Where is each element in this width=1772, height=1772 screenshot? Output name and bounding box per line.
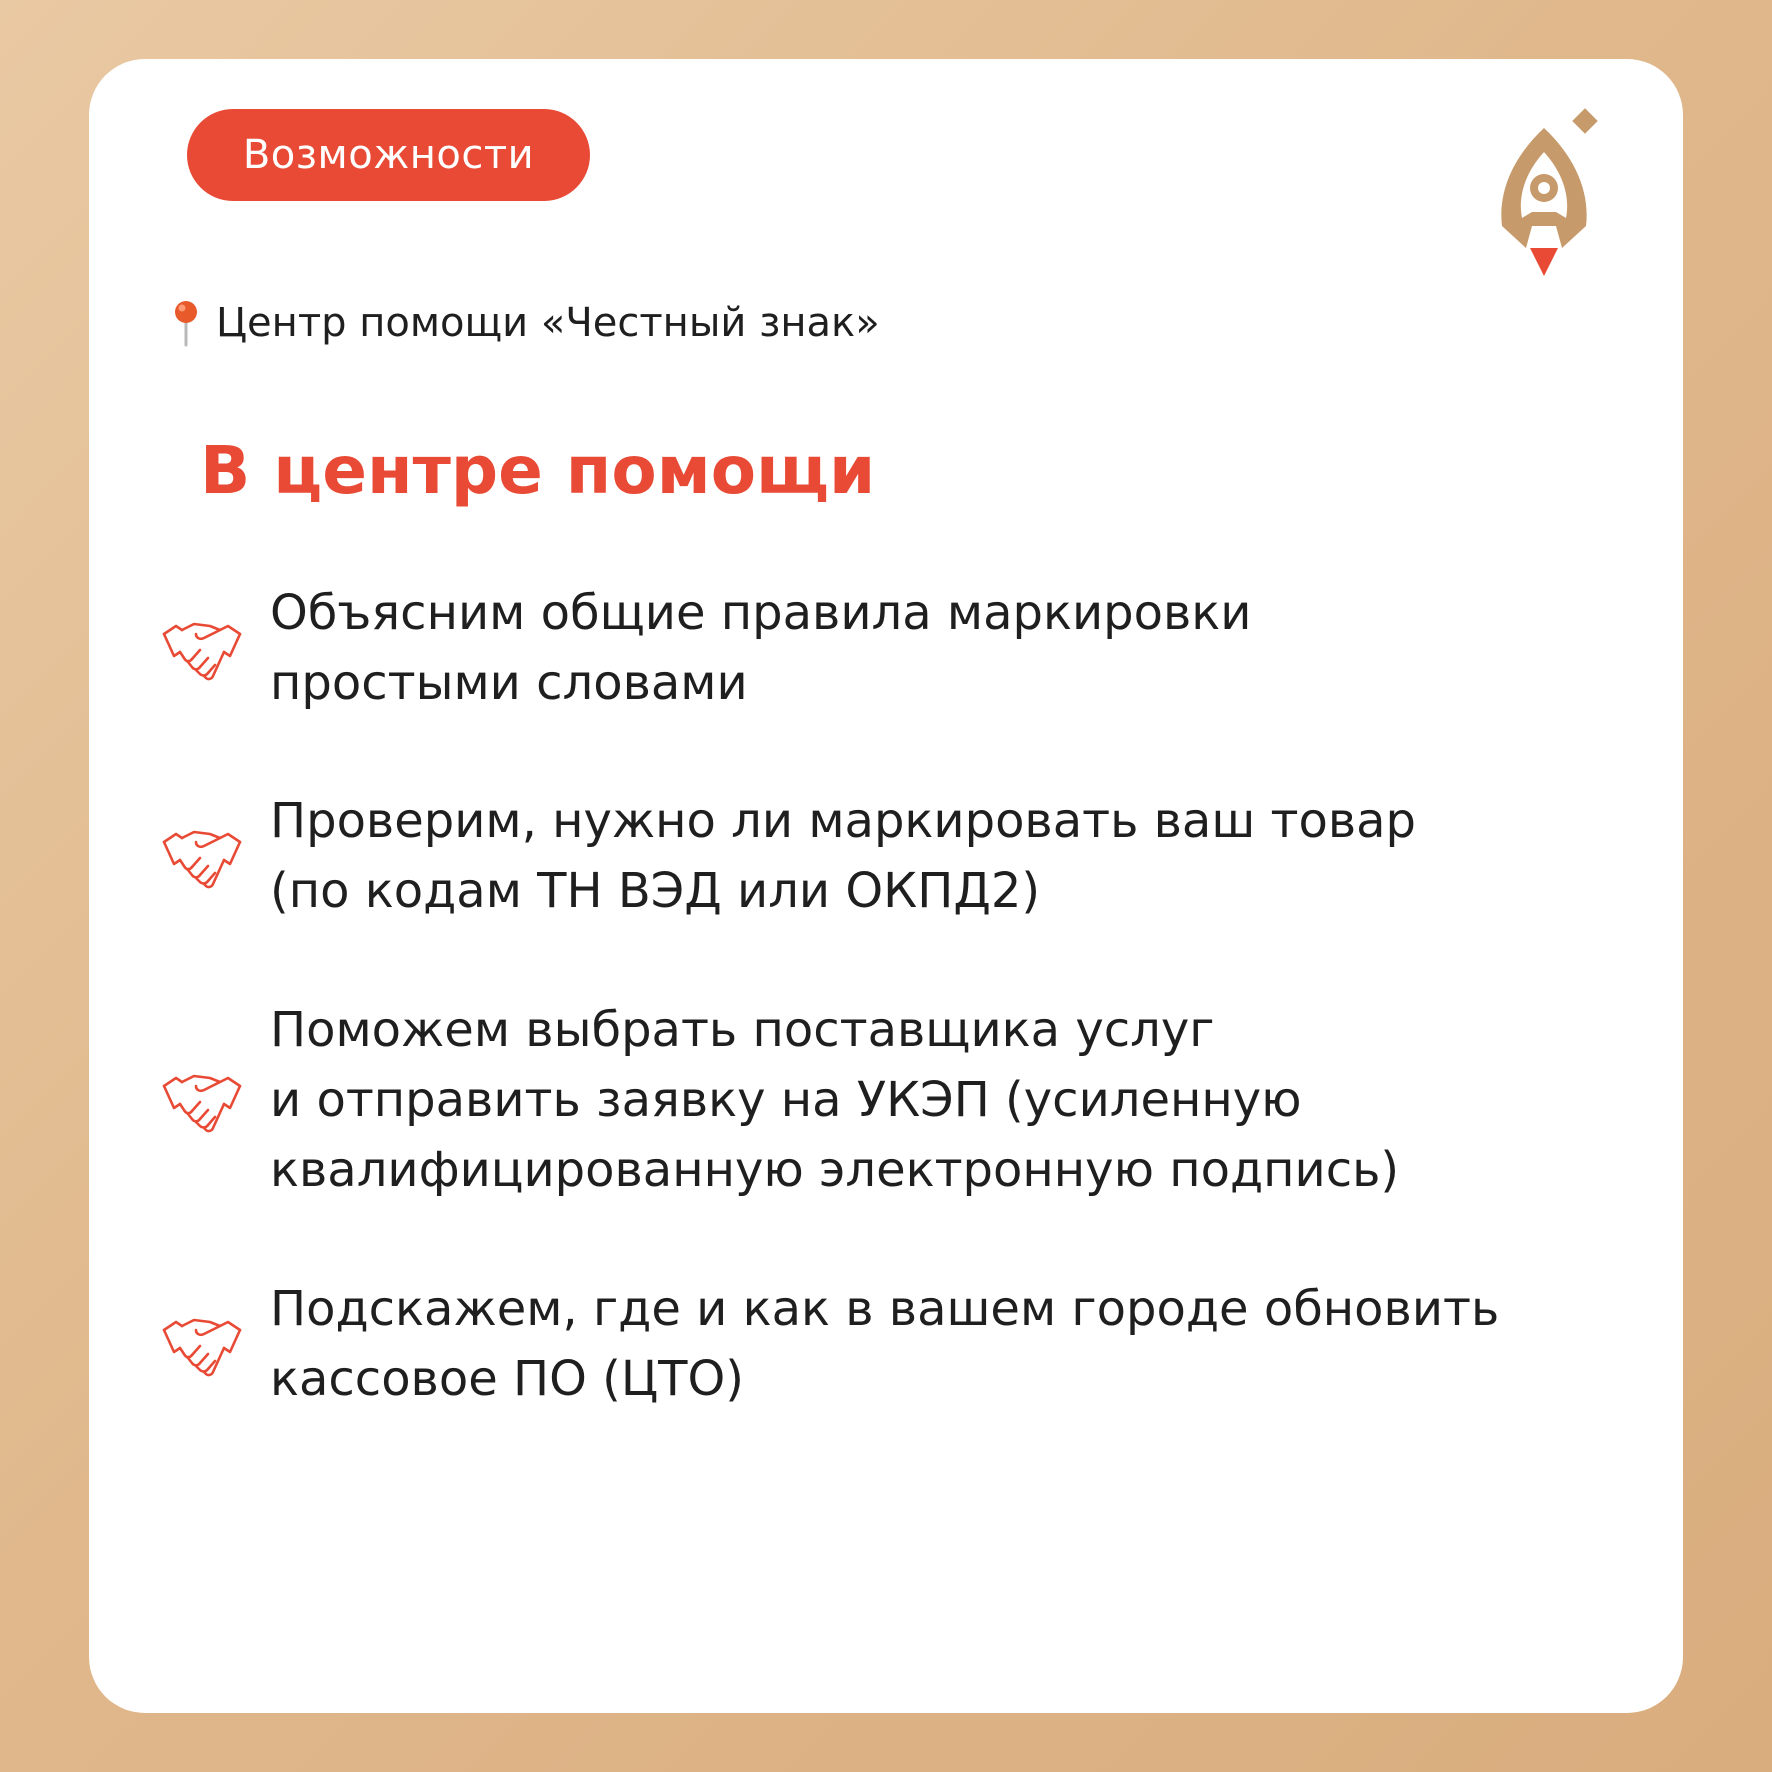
list-item bbox=[160, 578, 1251, 718]
list-item-text bbox=[270, 786, 1416, 926]
location-subheader bbox=[168, 293, 880, 353]
handshake-icon bbox=[160, 820, 244, 892]
section-heading: В центре помощи bbox=[200, 432, 876, 509]
list-item-line: (по кодам ТН ВЭД или ОКПД2) bbox=[270, 863, 1041, 919]
list-item-line: Подскажем, где и как в вашем городе обновить bbox=[270, 1281, 1500, 1337]
handshake-icon bbox=[160, 612, 244, 684]
handshake-icon bbox=[160, 1064, 244, 1136]
list-item bbox=[160, 1274, 1499, 1414]
list-item-text bbox=[270, 1274, 1499, 1414]
list-item-line: квалифицированную электронную подпись) bbox=[270, 1142, 1400, 1198]
list-item-line: и отправить заявку на УКЭП (усиленную bbox=[270, 1072, 1302, 1128]
list-item-text bbox=[270, 578, 1251, 718]
handshake-icon bbox=[160, 1308, 244, 1380]
subheader-text: Центр помощи «Честный знак» bbox=[216, 300, 880, 346]
list-item-line: кассовое ПО (ЦТО) bbox=[270, 1351, 744, 1407]
list-item bbox=[160, 995, 1399, 1205]
rocket-logo-icon bbox=[1492, 108, 1602, 283]
list-item-line: Объясним общие правила маркировки bbox=[270, 585, 1252, 641]
list-item-line: простыми словами bbox=[270, 655, 748, 711]
category-badge: Возможности bbox=[187, 109, 590, 201]
map-pin-icon bbox=[168, 299, 204, 347]
list-item-line: Поможем выбрать поставщика услуг bbox=[270, 1002, 1215, 1058]
list-item bbox=[160, 786, 1416, 926]
list-item-text bbox=[270, 995, 1399, 1205]
list-item-line: Проверим, нужно ли маркировать ваш товар bbox=[270, 793, 1417, 849]
